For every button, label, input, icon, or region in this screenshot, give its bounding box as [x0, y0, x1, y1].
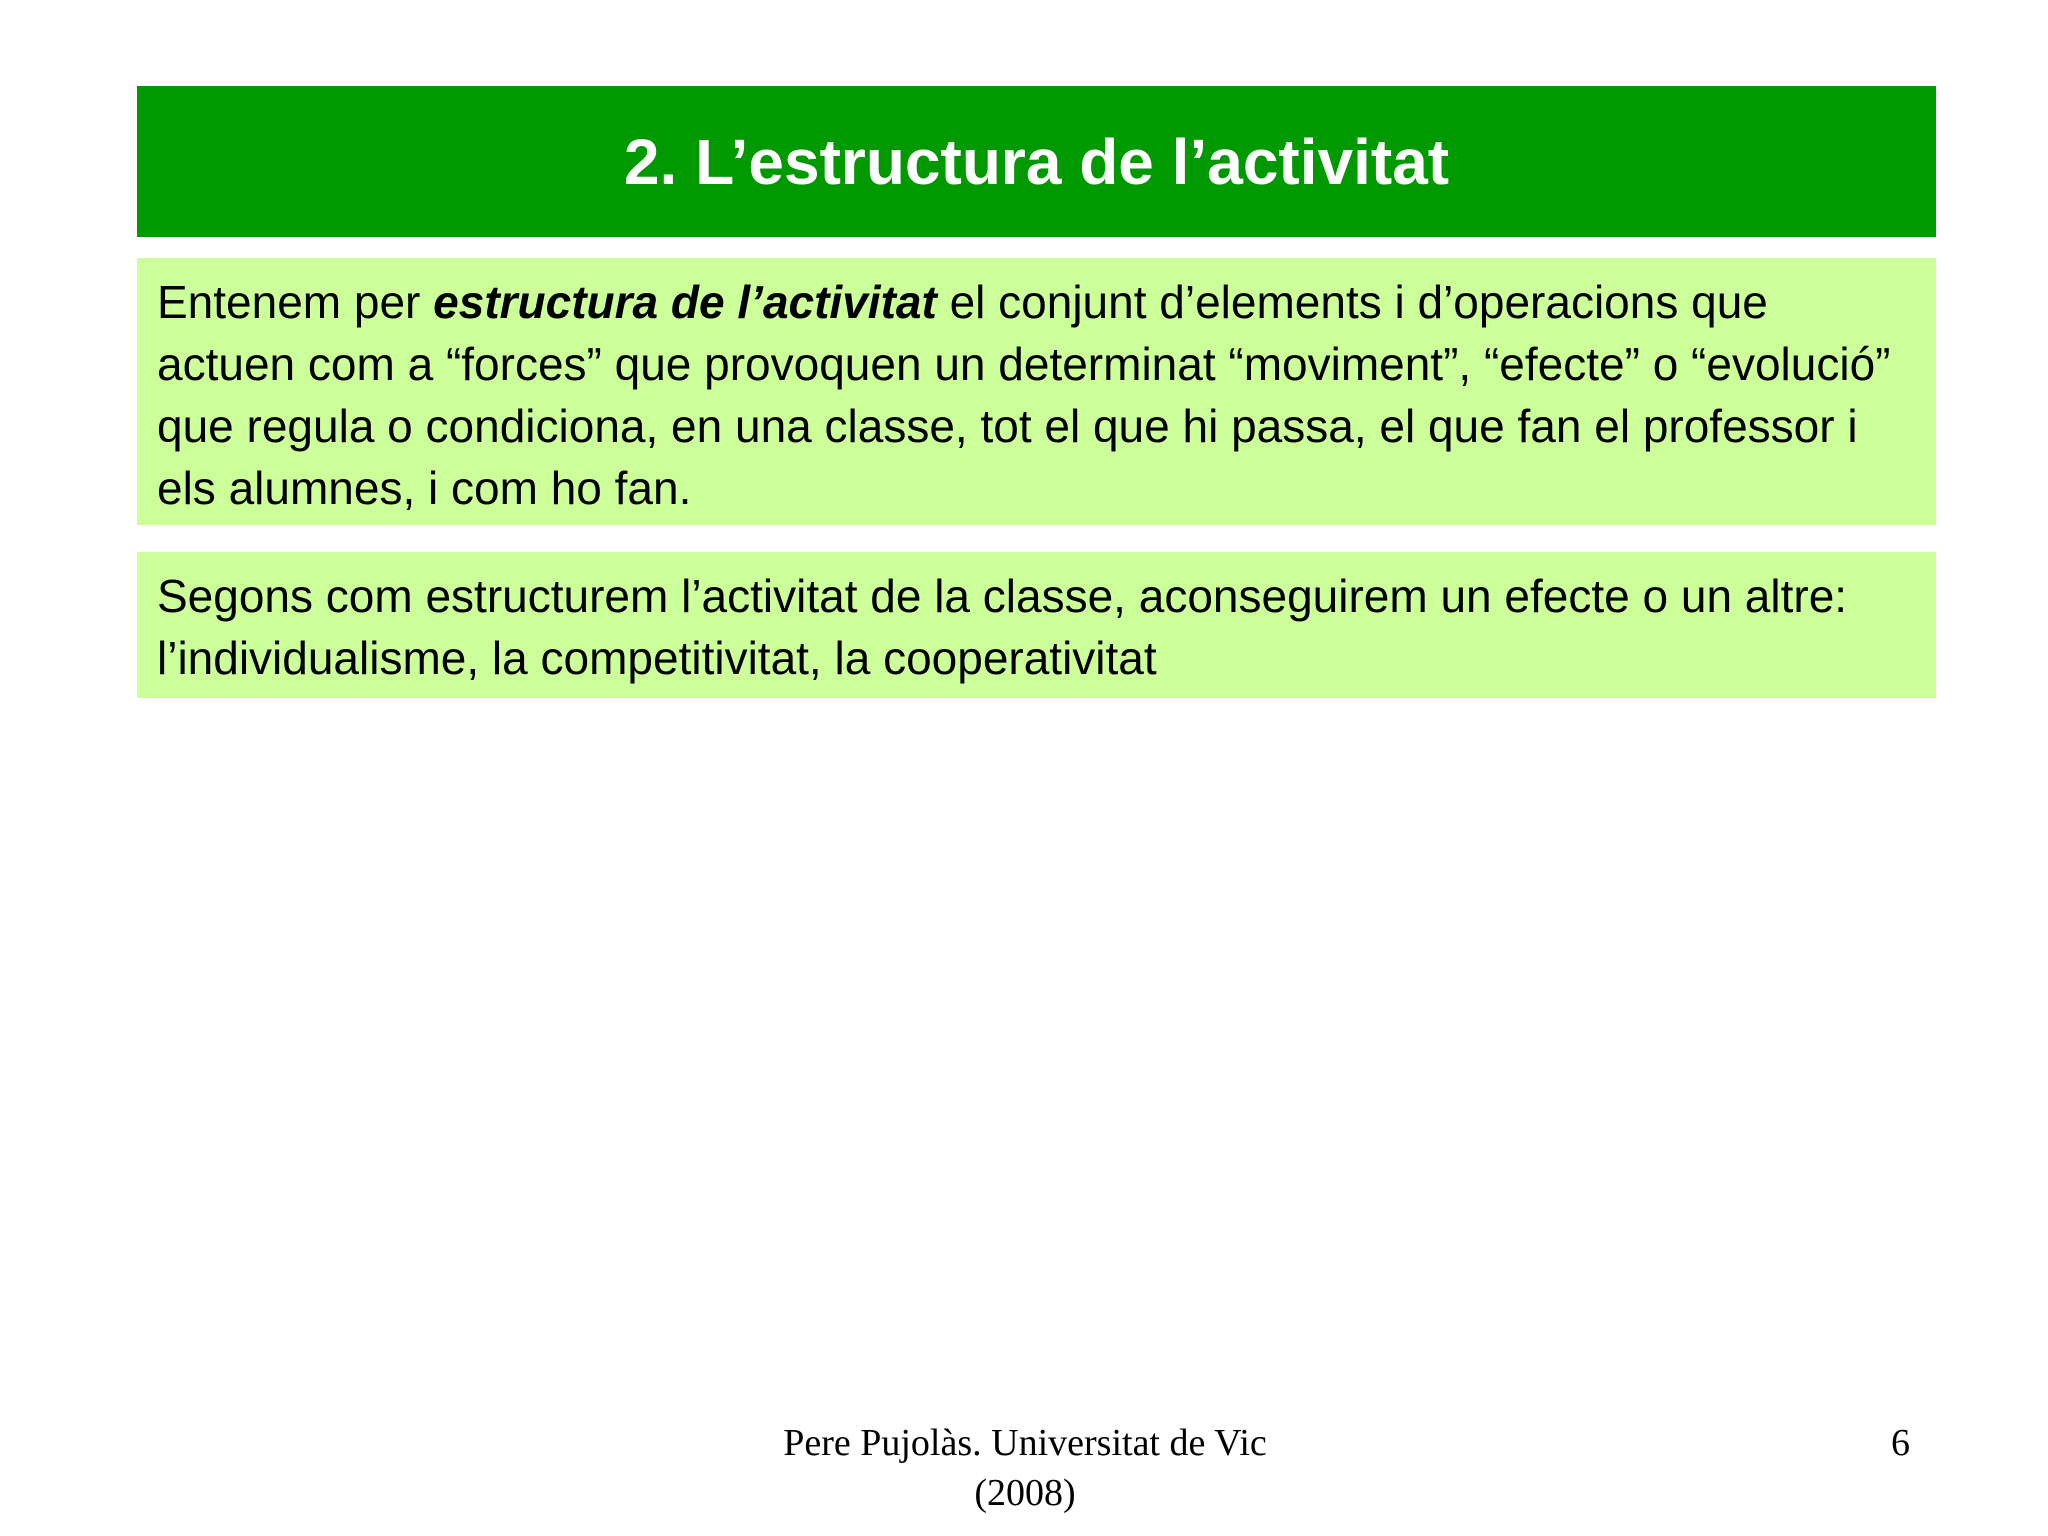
definition-paragraph [157, 271, 1916, 519]
consequence-paragraph: Segons com estructurem l’activitat de la classe, aconseguirem un efecte o un altre: l’individualisme, la competitivitat, la cooperativitat [157, 570, 1848, 684]
footer-year: (2008) [974, 1472, 1076, 1514]
footer-credit [700, 1418, 1350, 1518]
page-number: 6 [1891, 1422, 1910, 1464]
definition-rest: el conjunt d’elements i d’operacions que actuen com a “forces” que provoquen un determinat “moviment”, “efecte” o “evolució” que regula o condiciona, en una classe, tot el que hi passa, el que fan el professor i els alumnes, i com ho fan. [157, 276, 1891, 514]
definition-term: estructura de l’activitat [433, 276, 937, 328]
title-bar [137, 86, 1936, 237]
definition-lead: Entenem per [157, 276, 434, 328]
footer-author: Pere Pujolàs. Universitat de Vic [783, 1422, 1267, 1464]
slide-title: 2. L’estructura de l’activitat [623, 125, 1450, 198]
definition-box [137, 258, 1936, 525]
consequence-box [137, 552, 1936, 698]
